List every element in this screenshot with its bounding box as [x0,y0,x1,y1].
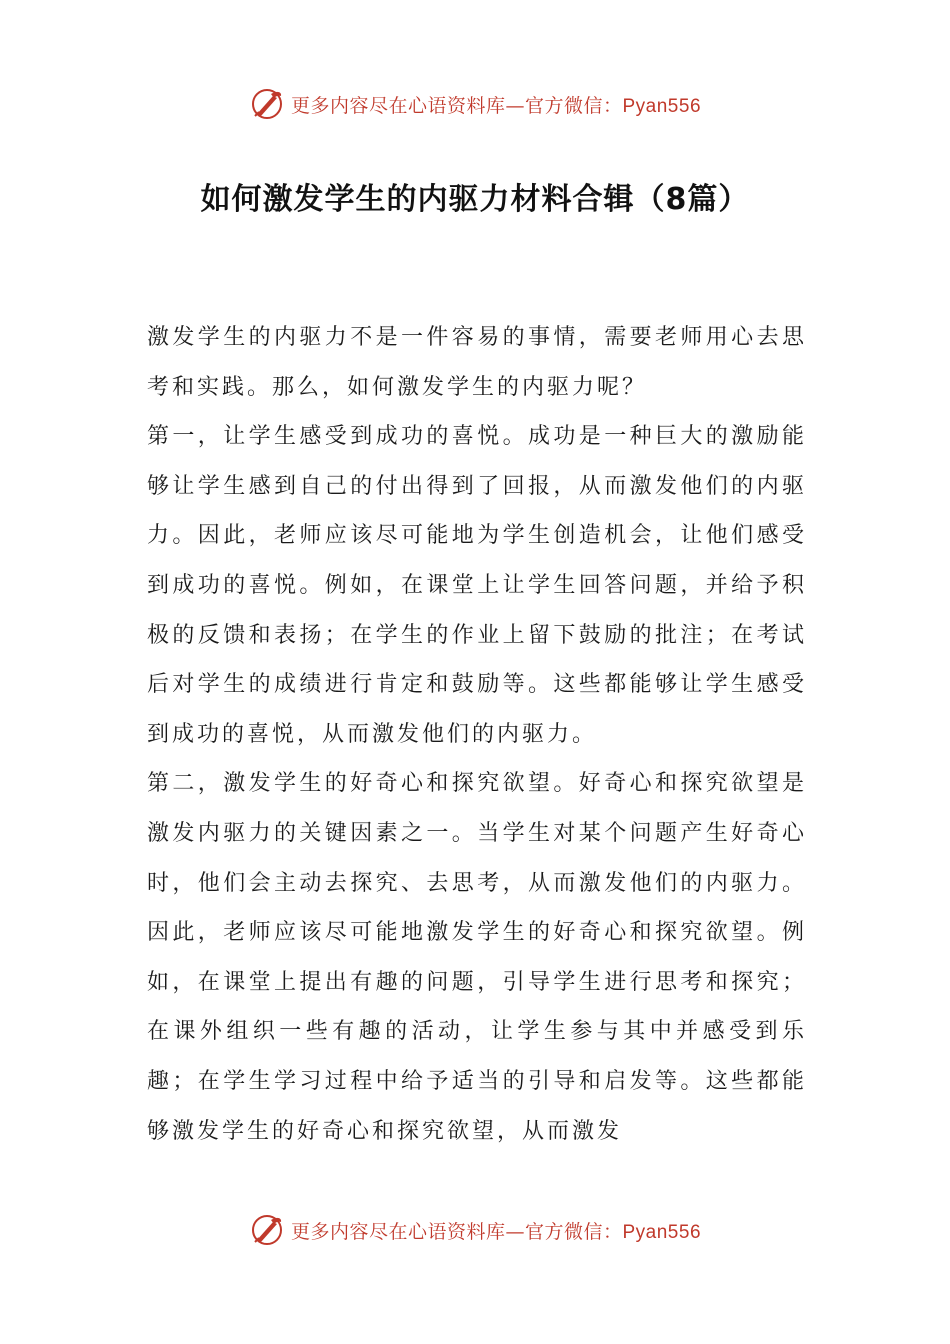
quill-pen-logo-icon [249,1212,285,1248]
banner-text: 更多内容尽在心语资料库—官方微信：Pyan556 [290,94,702,117]
header-banner [0,84,950,124]
document-body [147,313,807,1156]
paragraph-second-point: 第二，激发学生的好奇心和探究欲望。好奇心和探究欲望是激发内驱力的关键因素之一。当学生对某个问题产生好奇心时，他们会主动去探究、去思考，从而激发他们的内驱力。因此，老师应该尽可能地激发学生的好奇心和探究欲望。例如，在课堂上提出有趣的问题，引导学生进行思考和探究；在课外组织一些有趣的活动，让学生参与其中并感受到乐趣；在学生学习过程中给予适当的引导和启发等。这些都能够激发学生的好奇心和探究欲望，从而激发 [147,771,807,1144]
wechat-handle: Pyan556 [622,95,702,117]
paragraph-intro: 激发学生的内驱力不是一件容易的事情，需要老师用心去思考和实践。那么，如何激发学生的内驱力呢？ [147,325,807,400]
banner-text: 更多内容尽在心语资料库—官方微信：Pyan556 [290,1220,702,1243]
footer-banner [0,1210,950,1250]
paragraph-first-point: 第一，让学生感受到成功的喜悦。成功是一种巨大的激励能够让学生感到自己的付出得到了回报，从而激发他们的内驱力。因此，老师应该尽可能地为学生创造机会，让他们感受到成功的喜悦。例如，在课堂上让学生回答问题，并给予积极的反馈和表扬；在学生的作业上留下鼓励的批注；在考试后对学生的成绩进行肯定和鼓励等。这些都能够让学生感受到成功的喜悦，从而激发他们的内驱力。 [147,424,807,747]
wechat-handle: Pyan556 [622,1221,702,1243]
document-title: 如何激发学生的内驱力材料合辑（8篇） [200,182,750,217]
quill-pen-logo-icon [249,86,285,122]
